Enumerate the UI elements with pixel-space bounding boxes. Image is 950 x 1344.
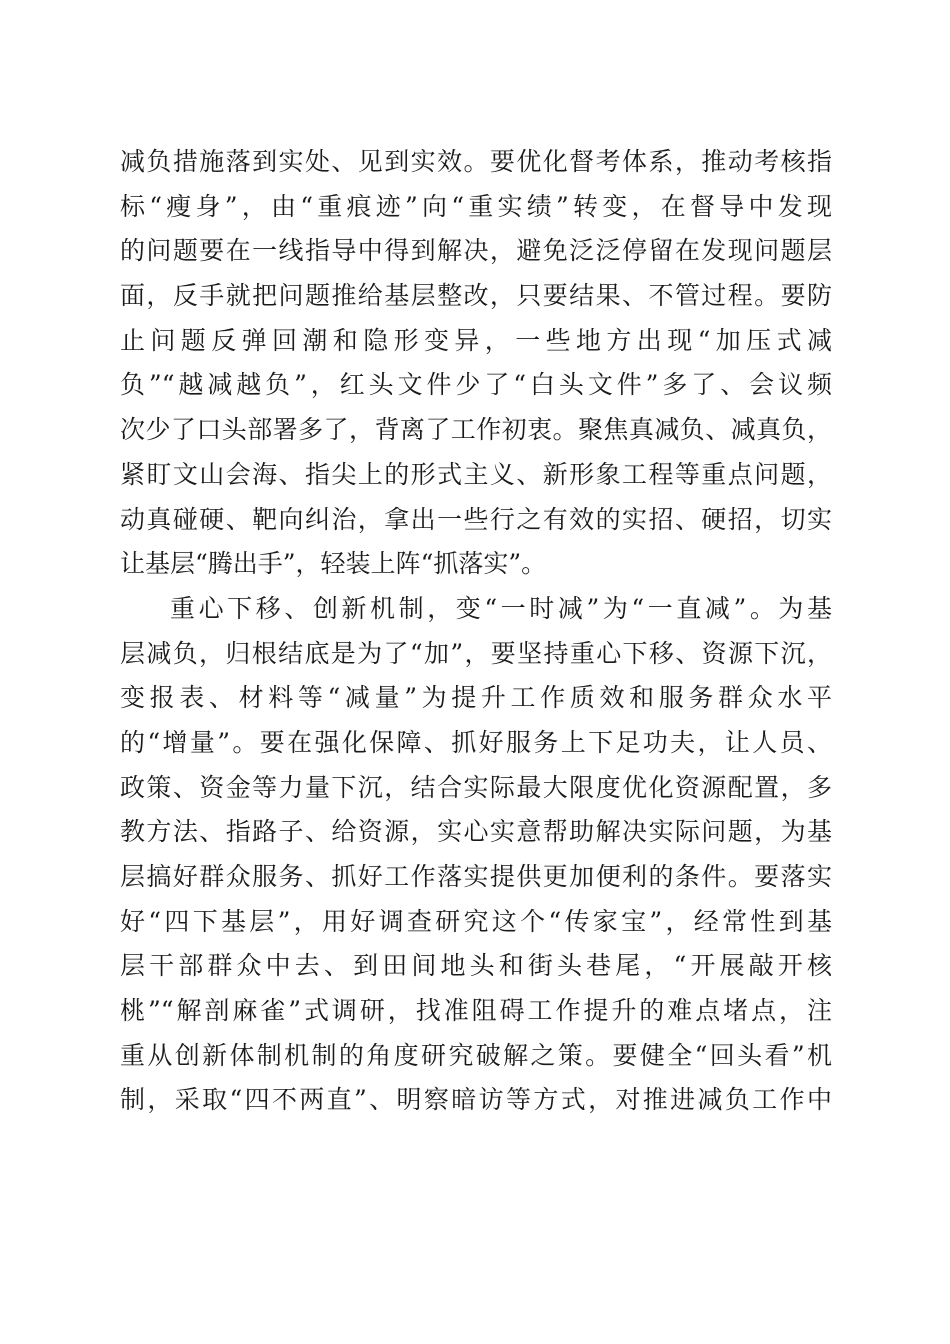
- text-line: 变报表、材料等“减量”为提升工作质效和服务群众水平: [120, 683, 832, 713]
- text-line: 制，采取“四不两直”、明察暗访等方式，对推进减负工作中: [120, 1085, 832, 1115]
- text-line: 重从创新体制机制的角度研究破解之策。要健全“回头看”机: [120, 1040, 832, 1070]
- text-line: 次少了口头部署多了，背离了工作初衷。聚焦真减负、减真负，: [120, 415, 832, 445]
- text-line: 教方法、指路子、给资源，实心实意帮助解决实际问题，为基: [120, 817, 832, 847]
- text-line: 的“增量”。要在强化保障、抓好服务上下足功夫，让人员、: [120, 727, 832, 757]
- text-line: 标“瘦身”，由“重痕迹”向“重实绩”转变，在督导中发现: [120, 191, 832, 221]
- text-line: 层减负，归根结底是为了“加”，要坚持重心下移、资源下沉，: [120, 638, 832, 668]
- text-line: 让基层“腾出手”，轻装上阵“抓落实”。: [120, 549, 547, 579]
- paragraph-1: [120, 140, 832, 587]
- text-line: 面，反手就把问题推给基层整改，只要结果、不管过程。要防: [120, 281, 832, 311]
- text-line: 重心下移、创新机制，变“一时减”为“一直减”。为基: [170, 593, 832, 623]
- text-line: 层搞好群众服务、抓好工作落实提供更加便利的条件。要落实: [120, 862, 832, 891]
- text-line: 紧盯文山会海、指尖上的形式主义、新形象工程等重点问题，: [120, 459, 832, 489]
- text-line: 动真碰硬、靶向纠治，拿出一些行之有效的实招、硬招，切实: [120, 504, 832, 534]
- text-line: 负”“越减越负”，红头文件少了“白头文件”多了、会议频: [120, 370, 832, 400]
- text-line: 好“四下基层”，用好调查研究这个“传家宝”，经常性到基: [120, 906, 832, 936]
- body-text: [120, 140, 832, 1123]
- text-line: 止问题反弹回潮和隐形变异，一些地方出现“加压式减: [120, 325, 832, 355]
- paragraph-2: [120, 587, 832, 1123]
- text-line: 桃”“解剖麻雀”式调研，找准阻碍工作提升的难点堵点，注: [120, 996, 832, 1026]
- text-line: 减负措施落到实处、见到实效。要优化督考体系，推动考核指: [120, 147, 832, 176]
- text-line: 政策、资金等力量下沉，结合实际最大限度优化资源配置，多: [120, 772, 832, 802]
- text-line: 的问题要在一线指导中得到解决，避免泛泛停留在发现问题层: [120, 236, 832, 266]
- text-line: 层干部群众中去、到田间地头和街头巷尾，“开展敲开核: [120, 951, 832, 981]
